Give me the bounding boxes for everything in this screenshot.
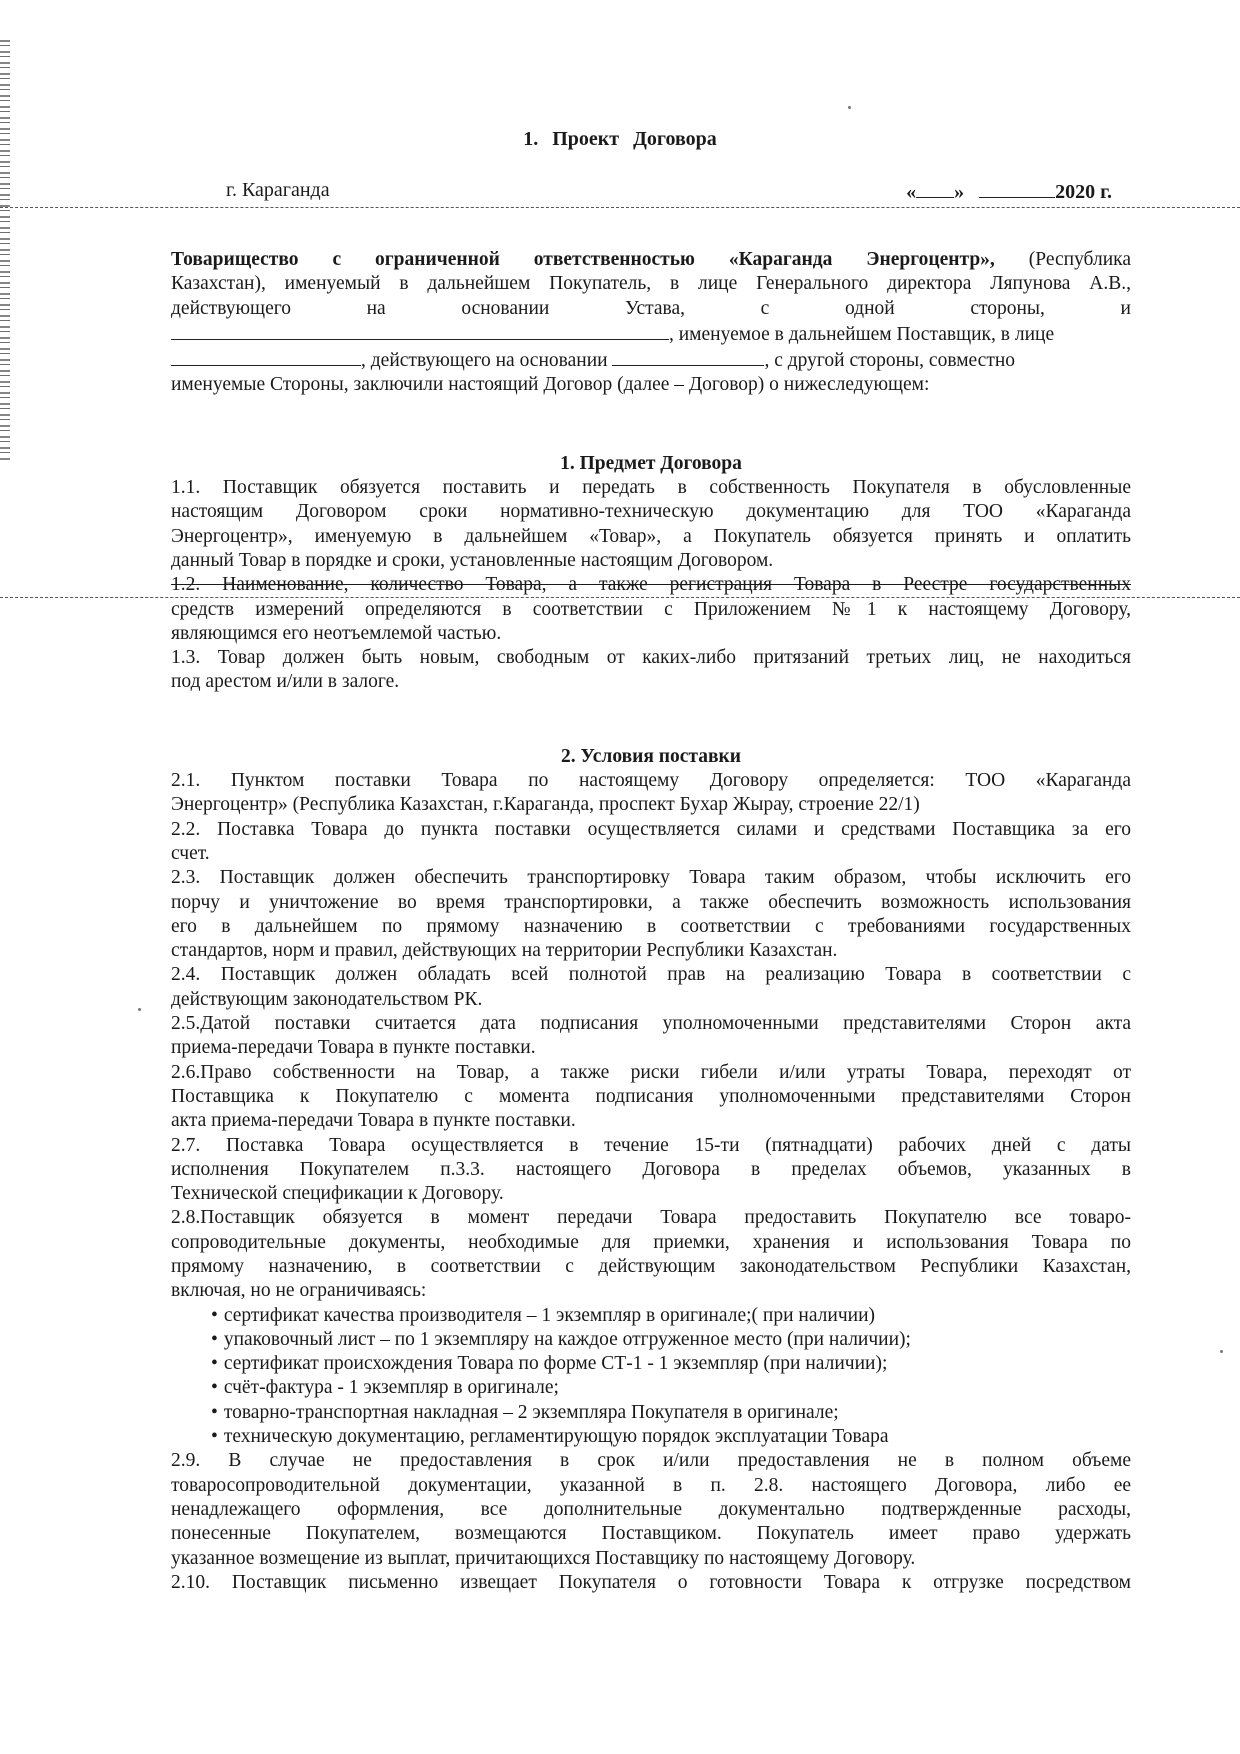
text-line: данный Товар в порядке и сроки, установленные настоящим Договором. — [171, 549, 774, 571]
preamble-line — [171, 347, 1131, 373]
document-list — [171, 1304, 1131, 1450]
text-line: исполнения Покупателем п.3.3. настоящего Договора в пределах объемов, указанных в — [171, 1158, 1131, 1180]
text-line: 2.6.Право собственности на Товар, а также риски гибели и/или утраты Товара, переходят от — [171, 1061, 1131, 1083]
scan-fold-line — [0, 207, 1240, 208]
scan-speck — [138, 1008, 141, 1011]
preamble-text: (Республика — [994, 249, 1131, 270]
preamble-line: действующего на основании Устава, с одной стороны, и — [171, 297, 1131, 319]
section-title: 1. Предмет Договора — [560, 452, 742, 474]
text-line: 2.1. Пунктом поставки Товара по настоящему Договору определяется: ТОО «Караганда — [171, 770, 1131, 792]
date-year: 2020 г. — [1055, 181, 1112, 203]
section-2 — [171, 769, 1131, 1304]
text-line: настоящим Договором сроки нормативно-техническую документацию для ТОО «Караганда — [171, 501, 1131, 523]
text-line-strikethrough: 1.2. Наименование, количество Товара, а также регистрация Товара в Реестре государственных — [171, 574, 1131, 596]
document-body — [171, 248, 1131, 1595]
text-line: 2.8.Поставщик обязуется в момент передачи Товара предоставить Покупателю все товаро- — [171, 1207, 1131, 1229]
text-line: 2.3. Поставщик должен обеспечить транспортировку Товара таким образом, чтобы исключить его — [171, 867, 1131, 889]
text-line: стандартов, норм и правил, действующих на территории Республики Казахстан. — [171, 940, 838, 962]
preamble-line — [171, 248, 1131, 272]
paragraph-2-9 — [171, 1449, 1131, 1570]
title-word: Проект — [552, 128, 620, 150]
text-line: порчу и уничтожение во время транспортировки, а также обеспечить возможность использования — [171, 891, 1131, 913]
list-item: • упаковочный лист – по 1 экземпляру на каждое отгруженное место (при наличии); — [171, 1328, 1131, 1352]
text-line: 2.10. Поставщик письменно извещает Покупателя о готовности Товара к отгрузке посредством — [171, 1571, 1131, 1593]
text-line: сопроводительные документы, необходимые для приемки, хранения и использования Товара по — [171, 1231, 1131, 1253]
preamble-line: Казахстан), именуемый в дальнейшем Покупатель, в лице Генерального директора Ляпунова А.В., — [171, 273, 1131, 295]
preamble-line — [171, 321, 1131, 347]
text-line: его в дальнейшем по прямому назначению в соответствии с требованиями государственных — [171, 915, 1131, 937]
date-quote-open: « — [906, 181, 917, 203]
text-line: Поставщика к Покупателю с момента подписания уполномоченными представителями Сторон — [171, 1085, 1131, 1107]
date-month-blank — [979, 179, 1055, 198]
section-1 — [171, 476, 1131, 549]
party-buyer-name: Товарищество с ограниченной ответственностью «Караганда Энергоцентр», — [171, 249, 995, 270]
text-line: приема-передачи Товара в пункте поставки. — [171, 1037, 536, 1059]
text-line: 1.1. Поставщик обязуется поставить и передать в собственность Покупателя в обусловленные — [171, 477, 1131, 499]
date-line — [906, 179, 1112, 204]
list-item: • техническую документацию, регламентирующую порядок эксплуатации Товара — [171, 1425, 1131, 1449]
text-line: являющимся его неотъемлемой частью. — [171, 622, 502, 644]
text-line: товаросопроводительной документации, указанной в п. 2.8. настоящего Договора, либо ее — [171, 1474, 1131, 1496]
title-word: Договора — [633, 128, 717, 150]
text-line: счет. — [171, 842, 210, 864]
text-line: действующим законодательством РК. — [171, 988, 483, 1010]
text-line: Технической спецификации к Договору. — [171, 1183, 504, 1205]
text-line: ненадлежащего оформления, все дополнительные документально подтвержденные расходы, — [171, 1498, 1131, 1520]
title-number: 1. — [523, 128, 539, 150]
text-line: понесенные Покупателем, возмещаются Поставщиком. Покупатель имеет право удержать — [171, 1523, 1131, 1545]
list-item: • счёт-фактура - 1 экземпляр в оригинале; — [171, 1376, 1131, 1400]
list-item: • сертификат происхождения Товара по форме СТ-1 - 1 экземпляр (при наличии); — [171, 1352, 1131, 1376]
text-line: 2.7. Поставка Товара осуществляется в течение 15-ти (пятнадцати) рабочих дней с даты — [171, 1134, 1131, 1156]
text-line: 2.4. Поставщик должен обладать всей полнотой прав на реализацию Товара в соответствии с — [171, 964, 1131, 986]
scan-speck — [848, 106, 851, 109]
supplier-rep-blank — [171, 347, 361, 366]
text-line: средств измерений определяются в соответствии с Приложением №1 к настоящему Договору, — [171, 598, 1131, 620]
text-line: указанное возмещение из выплат, причитающихся Поставщику по настоящему Договору. — [171, 1547, 916, 1569]
preamble-text: , действующего на основании — [361, 350, 608, 372]
date-quote-close: » — [954, 181, 965, 203]
preamble-text: , с другой стороны, совместно — [764, 350, 1016, 372]
preamble-text: , именуемое в дальнейшем Поставщик, в лице — [669, 323, 1055, 345]
supplier-basis-blank — [612, 347, 764, 366]
text-line: под арестом и/или в залоге. — [171, 671, 400, 693]
text-line: 2.5.Датой поставки считается дата подписания уполномоченными представителями Сторон акта — [171, 1013, 1131, 1035]
city-label: г. Караганда — [226, 179, 330, 201]
text-line: акта приема-передачи Товара в пункте поставки. — [171, 1110, 576, 1132]
scan-speck — [1220, 1350, 1223, 1353]
text-line: 2.9. В случае не предоставления в срок и/или предоставления не в полном объеме — [171, 1450, 1131, 1472]
text-line: включая, но не ограничиваясь: — [171, 1280, 427, 1302]
scan-artifact-strip — [0, 40, 10, 460]
section-title: 2. Условия поставки — [561, 745, 741, 767]
list-item: • товарно-транспортная накладная – 2 экземпляра Покупателя в оригинале; — [171, 1401, 1131, 1425]
text-line: 1.3. Товар должен быть новым, свободным от каких-либо притязаний третьих лиц, не находиться — [171, 647, 1131, 669]
preamble-line: именуемые Стороны, заключили настоящий Договор (далее – Договор) о нижеследующем: — [171, 374, 930, 396]
date-day-blank — [916, 179, 954, 198]
list-item: • сертификат качества производителя – 1 экземпляр в оригинале;( при наличии) — [171, 1304, 1131, 1328]
document-title — [0, 128, 1240, 151]
text-line: 2.2. Поставка Товара до пункта поставки осуществляется силами и средствами Поставщика за его — [171, 818, 1131, 840]
text-line: прямому назначению, в соответствии с действующим законодательством Республики Казахстан, — [171, 1255, 1131, 1277]
supplier-name-blank — [171, 321, 669, 340]
text-line: Энергоцентр» (Республика Казахстан, г.Караганда, проспект Бухар Жырау, строение 22/1) — [171, 794, 920, 816]
text-line: Энергоцентр», именуемую в дальнейшем «Товар», а Покупатель обязуется принять и оплатить — [171, 525, 1131, 547]
